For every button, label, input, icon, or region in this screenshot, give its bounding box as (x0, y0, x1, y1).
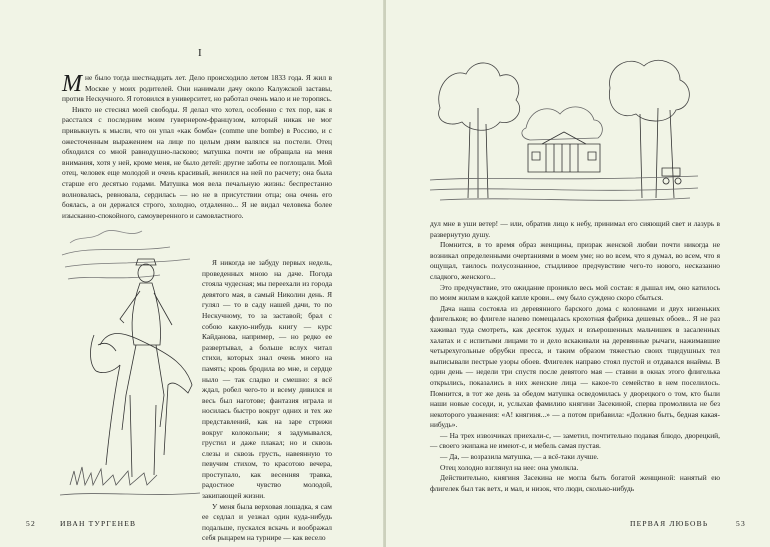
folio-right: 53 (736, 519, 746, 528)
intro-paragraph: Мне было тогда шестнадцать лет. Дело происходило летом 1833 года. Я жил в Москве у моих родителей. Они нанимали дачу около Калужской заставы, против Нескучного. Я готовился в университет, но работал очень мало и не торопясь. (62, 71, 332, 104)
paragraph: Отец холодно взглянул на нее: она умолкла. (440, 462, 579, 472)
paragraph: дул мне в уши ветер! — или, обратив лицо к небу, принимал его сияющий свет и лазурь в развернутую душу. (430, 219, 720, 239)
paragraph: — Да, — возразила матушка, — а всё-таки лучше. (440, 452, 599, 462)
dropcap: М (62, 71, 82, 97)
running-head-author: ИВАН ТУРГЕНЕВ (60, 519, 137, 528)
rider-illustration (60, 195, 202, 505)
right-text (430, 219, 720, 494)
paragraph: Никто не стеснял моей свободы. Я делал что хотел, особенно с тех пор, как я расстался с последним моим гувернером-французом, который никак не мог привыкнуть к мысли, что он упал «как бомба» (comme une bombe) в Россию, и с ожесточенным выражением на лице по целым дням валялся на постели. Отец обходился со мной равнодушно-ласково; матушка почти не обращала на меня внимания, хотя у ней, кроме меня, не было детей: другие заботы ее поглощали. Мой отец, человек еще молодой и очень красивый, женился на ней по расчету; она была старше его десятью годами. Матушка моя вела печальную жизнь: беспрестанно волновалась, ревновала, сердилась — но не в присутствии отца; она очень его боялась, а он держался строго, холодно, отдаленно... Я не видал человека более изысканно-спокойного, самоуверенного и самовластного. (62, 104, 332, 220)
paragraph: Дача наша состояла из деревянного барского дома с колоннами и двух низеньких флигельков; во флигеле налево помещалась крохотная фабрика дешевых обоев... Я не раз хаживал туда смотреть, как десяток худых и взъерошенных мальчишек в засаленных халатах и с испитыми лицами то и дело вскакивали на деревянные рычаги, нажимавшие четырехугольные обрубки пресса, и таким образом тяжестью своих тщедушных тел выписывали пестрые узоры обоев. Флигелек направо стоял пустой и отдавался внаймы. В один день — недели три спустя после девятого мая — ставни в окнах этого флигелька открылись, показались в них женские лица — какое-то семейство в нем поселилось. Помнится, в тот же день за обедом матушка осведомилась у дворецкого о том, кто были наши новые соседи, и, услыхав фамилию княгини Засекиной, сперва промолвила не без некоторого уважения: «А! княгиня...» — а потом прибавила: «Должно быть, бедная какая-нибудь». (430, 303, 720, 430)
paragraph: Это предчувствие, это ожидание проникло весь мой состав: я дышал им, оно катилось по моим жилам в каждой капле крови... ему было суждено скоро сбыться. (430, 282, 720, 303)
chapter-number: I (198, 47, 202, 59)
left-text-column (202, 258, 332, 544)
paragraph: Помнится, в то время образ женщины, призрак женской любви почти никогда не возникал определенными очертаниями в моем уме; но во всем, что я думал, во всем, что я ощущал, таилось полусознанное, стыдливое предчувствие чего-то нового, несказанно сладкого, женского... (430, 240, 720, 281)
running-head-title: ПЕРВАЯ ЛЮБОВЬ (630, 519, 709, 528)
folio-left: 52 (26, 519, 36, 528)
paragraph: У меня была верховая лошадка, я сам ее седлал и уезжал один куда-нибудь подальше, пускался вскачь и воображал себя рыцарем на турнире — как весело (202, 501, 332, 543)
left-page (0, 0, 384, 547)
paragraph: Действительно, княгиня Засекина не могла быть богатой женщиной: нанятый ею флигелек был так ветх, и мал, и низок, что люди, сколько-нибудь (430, 473, 720, 493)
right-page (386, 0, 770, 547)
paragraph: Я никогда не забуду первых недель, проведенных мною на даче. Погода стояла чудесная; мы переехали из города девятого мая, в самый Николин день. Я гулял — то в саду нашей дачи, то по Нескучному, то за заставой; брал с собою какую-нибудь книгу — курс Кайданова, например, — но редко ее развертывал, а больше вслух читал стихи, которых знал очень много на память; кровь бродила во мне, и сердце ныло — так сладко и смешно: я всё ждал, робел чего-то и всему дивился и весь был наготове; фантазия играла и носилась быстро вокруг одних и тех же представлений, как на заре стрижи вокруг колокольни; я задумывался, грустил и даже плакал; но и сквозь слезы и сквозь грусть, навеянную то певучим стихом, то красотою вечера, проступало, как весенняя травка, радостное чувство молодой, закипающей жизни. (202, 258, 332, 501)
paragraph: — На трех извозчиках приехали-с, — заметил, почтительно подавая блюдо, дворецкий, — своего экипажа не имеют-с, и мебель самая пустая. (430, 430, 720, 451)
manor-illustration (430, 48, 698, 212)
